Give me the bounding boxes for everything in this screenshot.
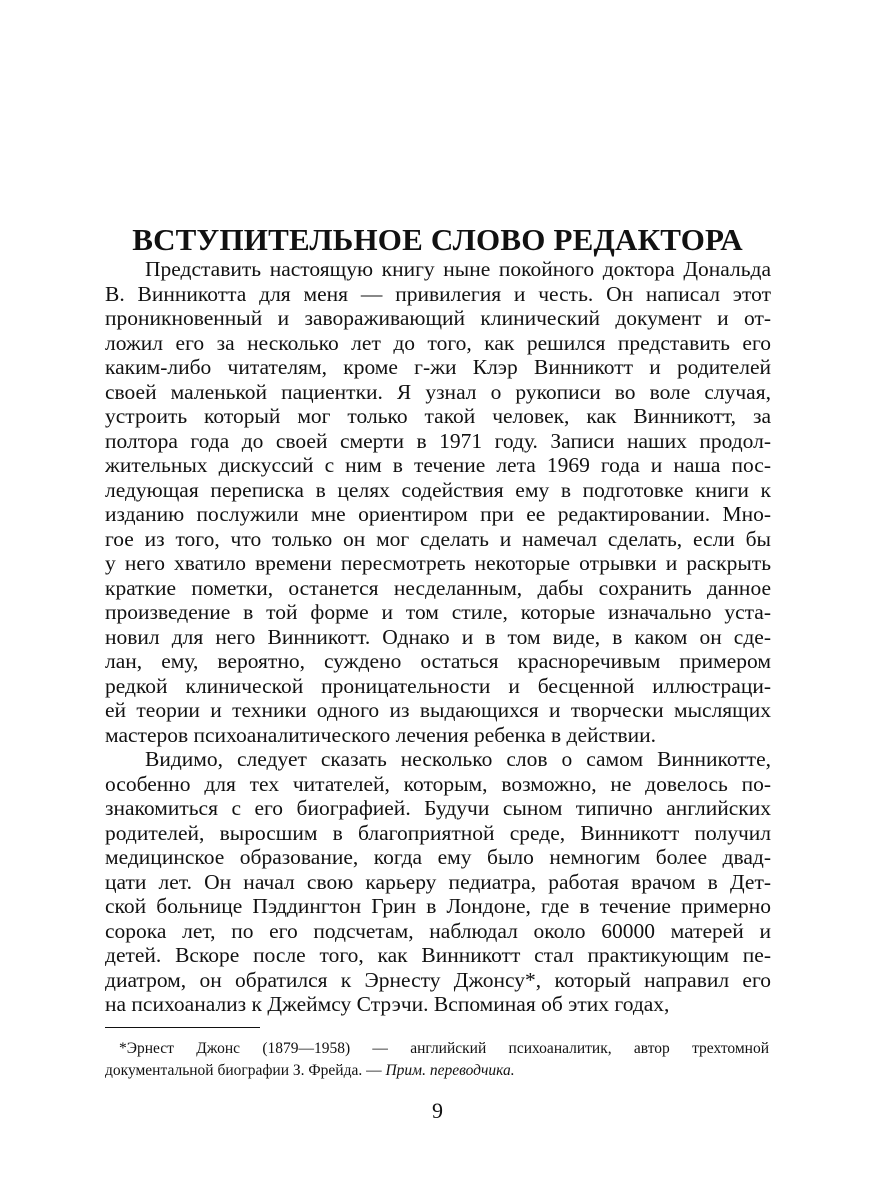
text-line: устроить который мог только такой человек, как Винникотт, за	[105, 404, 771, 428]
text-line: Видимо, следует сказать несколько слов о самом Винникотте,	[145, 747, 771, 771]
translator-note: Прим. переводчика.	[385, 1062, 515, 1079]
text-line: мастеров психоаналитического лечения ребенка в действии.	[105, 722, 657, 747]
text-line: своей маленькой пациентки. Я узнал о рукописи во воле случая,	[105, 379, 771, 404]
text-line: произведение в той форме и том стиле, которые изначально уста-	[105, 600, 771, 624]
text-line: ледующая переписка в целях содействия ему в подготовке книги к	[105, 477, 771, 502]
text-line: изданию послужили мне ориентиром при ее редактировании. Мно-	[105, 502, 771, 526]
text-line: диатром, он обратился к Эрнесту Джонсу*, который направил его	[105, 967, 771, 992]
text-line: редкой клинической проницательности и бесценной иллюстраци-	[105, 673, 771, 698]
footnote-divider	[105, 1027, 260, 1028]
text-line: ской больнице Пэддингтон Грин в Лондоне, где в течение примерно	[105, 894, 771, 918]
text-line: знакомиться с его биографией. Будучи сыном типично английских	[105, 796, 771, 820]
text-line: каким-либо читателям, кроме г-жи Клэр Винникотт и родителей	[105, 355, 771, 379]
text-line: сорока лет, по его подсчетам, наблюдал около 60000 матерей и	[105, 918, 771, 943]
chapter-title: ВСТУПИТЕЛЬНОЕ СЛОВО РЕДАКТОРА	[132, 222, 743, 257]
text-line: краткие пометки, останется несделанным, дабы сохранить данное	[105, 575, 771, 600]
text-line: В. Винникотта для меня — привилегия и честь. Он написал этот	[105, 281, 771, 306]
text-line: ложил его за несколько лет до того, как решился представить его	[105, 330, 771, 355]
text-line: ей теории и техники одного из выдающихся и творчески мыслящих	[105, 698, 771, 722]
text-line: Представить настоящую книгу ныне покойного доктора Дональда	[145, 257, 771, 281]
footnote-line	[105, 1060, 769, 1082]
text-line: жительных дискуссий с ним в течение лета 1969 года и наша пос-	[105, 453, 771, 477]
text-line: детей. Вскоре после того, как Винникотт стал практикующим пе-	[105, 943, 771, 967]
page-number: 9	[432, 1098, 443, 1123]
text-line: медицинское образование, когда ему было немногим более двад-	[105, 845, 771, 869]
text-line: полтора года до своей смерти в 1971 году. Записи наших продол-	[105, 428, 771, 453]
text-line: родителей, выросшим в благоприятной среде, Винникотт получил	[105, 820, 771, 845]
footnote	[105, 1038, 769, 1082]
text-line: у него хватило времени пересмотреть некоторые отрывки и раскрыть	[105, 551, 771, 575]
footnote-line: *Эрнест Джонс (1879—1958) — английский психоаналитик, автор трехтомной	[119, 1040, 769, 1057]
text-line: цати лет. Он начал свою карьеру педиатра, работая врачом в Дет-	[105, 869, 771, 894]
text-line: проникновенный и завораживающий клинический документ и от-	[105, 306, 771, 330]
footnote-text: документальной биографии З. Фрейда. —	[105, 1062, 386, 1079]
text-line: лан, ему, вероятно, суждено остаться красноречивым примером	[105, 649, 771, 673]
body-text	[105, 257, 771, 1017]
text-line: новил для него Винникотт. Однако и в том виде, в каком он сде-	[105, 624, 771, 649]
text-line: особенно для тех читателей, которым, возможно, не довелось по-	[105, 771, 771, 796]
text-line: на психоанализ к Джеймсу Стрэчи. Вспоминая об этих годах,	[105, 992, 670, 1016]
text-line: гое из того, что только он мог сделать и намечал сделать, если бы	[105, 526, 771, 551]
